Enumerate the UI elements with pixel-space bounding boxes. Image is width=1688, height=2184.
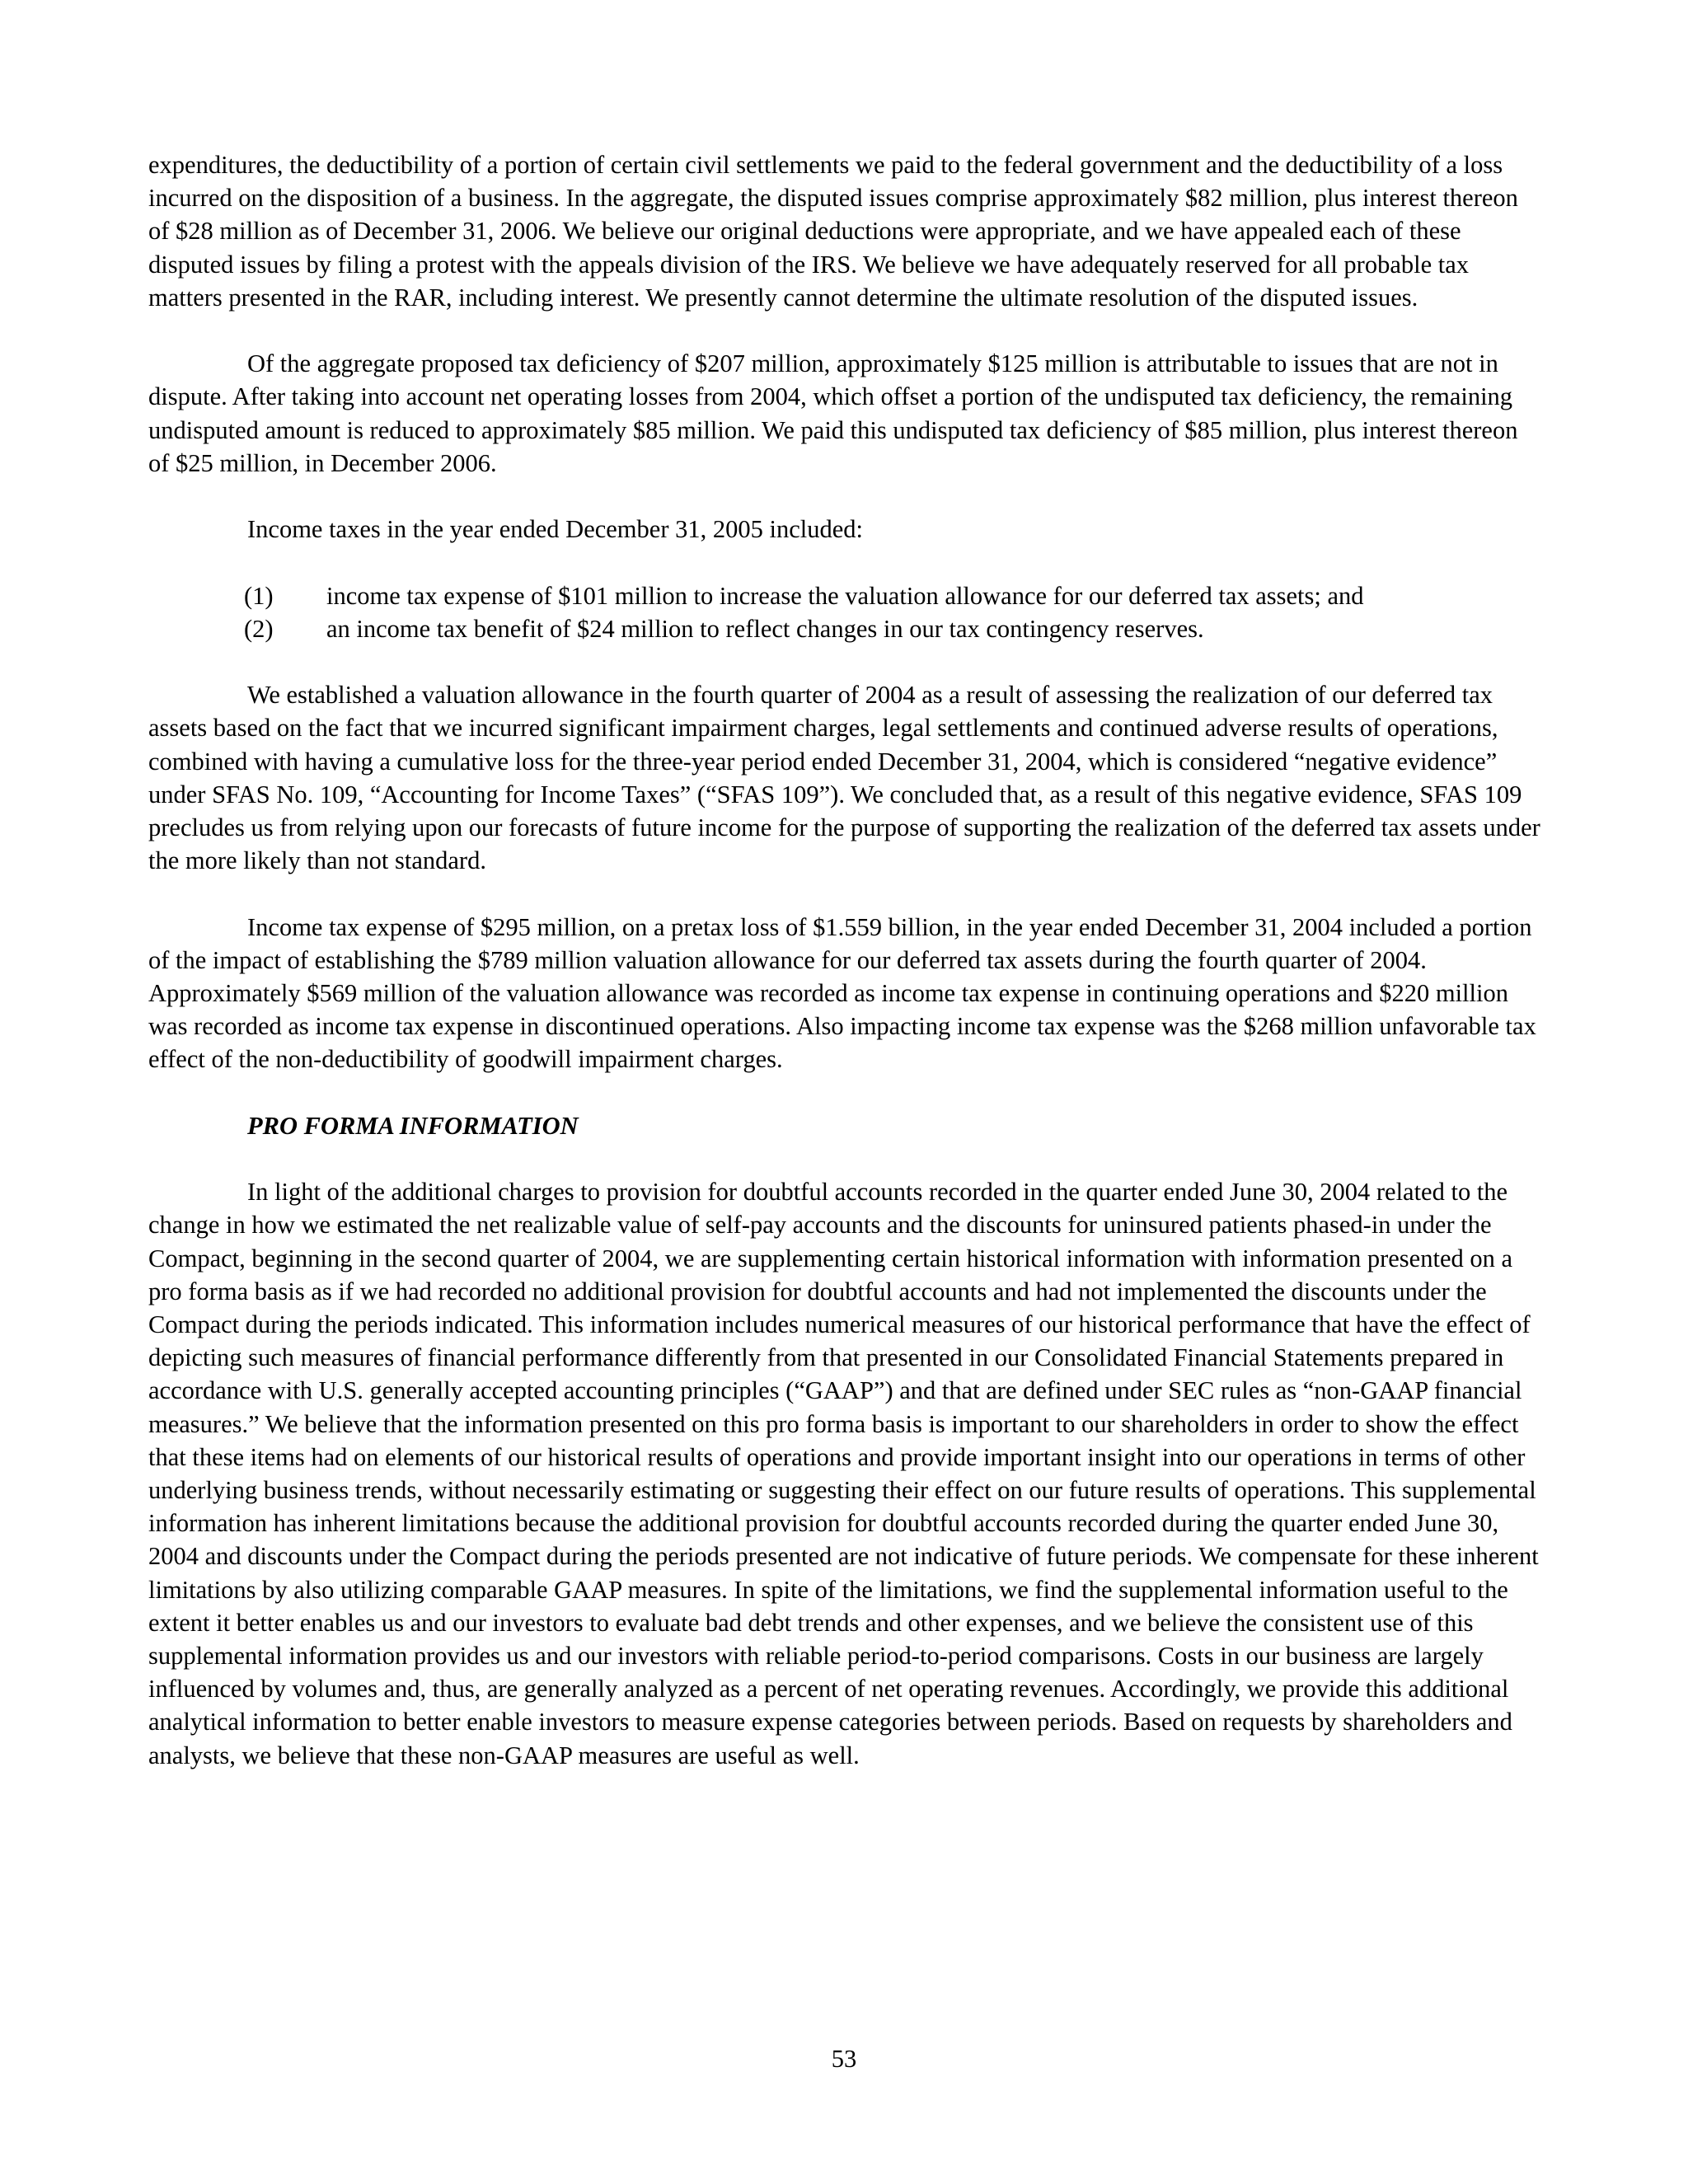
paragraph-income-tax-expense-2004: Income tax expense of $295 million, on a pretax loss of $1.559 billion, in the year ended December 31, 2004 included a portion of the impact of establishing the $789 million valuation allowance for our deferred tax assets during the fourth quarter of 2004. Approximately $569 million of the valuation allowance was recorded as income tax expense in continuing operations and $220 million was recorded as income tax expense in discontinued operations. Also impacting income tax expense was the $268 million unfavorable tax effect of the non-deductibility of goodwill impairment charges. (148, 912, 1536, 1074)
paragraph-valuation-allowance: We established a valuation allowance in the fourth quarter of 2004 as a result of assessing the realization of our deferred tax assets based on the fact that we incurred significant impairment charges, legal settlements and continued adverse results of operations, combined with having a cumulative loss for the three-year period ended December 31, 2004, which is considered “negative evidence” under SFAS No. 109, “Accounting for Income Taxes” (“SFAS 109”). We concluded that, as a result of this negative evidence, SFAS 109 precludes us from relying upon our forecasts of future income for the purpose of supporting the realization of the deferred tax assets under the more likely than not standard. (148, 681, 1540, 875)
list-item (148, 612, 1541, 645)
section-heading-pro-forma: PRO FORMA INFORMATION (247, 1111, 579, 1140)
paragraph-tax-deficiency: Of the aggregate proposed tax deficiency of $207 million, approximately $125 million is attributable to issues that are not in dispute. After taking into account net operating losses from 2004, which offset a portion of the undisputed tax deficiency, the remaining undisputed amount is reduced to approximately $85 million. We paid this undisputed tax deficiency of $85 million, plus interest thereon of $25 million, in December 2006. (148, 349, 1518, 477)
income-taxes-list (148, 579, 1541, 645)
document-body (148, 148, 1541, 1805)
list-item-text: an income tax benefit of $24 million to reflect changes in our tax contingency reserves. (326, 614, 1204, 643)
paragraph-income-taxes-2005: Income taxes in the year ended December 31, 2005 included: (247, 515, 863, 544)
list-item-number: (1) (244, 581, 274, 610)
paragraph-pro-forma-information: In light of the additional charges to provision for doubtful accounts recorded in the quarter ended June 30, 2004 related to the change in how we estimated the net realizable value of self-pay accounts and the discounts for uninsured patients phased-in under the Compact, beginning in the second quarter of 2004, we are supplementing certain historical information with information presented on a pro forma basis as if we had recorded no additional provision for doubtful accounts and had not implemented the discounts under the Compact during the periods indicated. This information includes numerical measures of our historical performance that have the effect of depicting such measures of financial performance differently from that presented in our Consolidated Financial Statements prepared in accordance with U.S. generally accepted accounting principles (“GAAP”) and that are defined under SEC rules as “non-GAAP financial measures.” We believe that the information presented on this pro forma basis is important to our shareholders in order to show the effect that these items had on elements of our historical results of operations and provide important insight into our operations in terms of other underlying business trends, without necessarily estimating or suggesting their effect on our future results of operations. This supplemental information has inherent limitations because the additional provision for doubtful accounts recorded during the quarter ended June 30, 2004 and discounts under the Compact during the periods presented are not indicative of future periods. We compensate for these inherent limitations by also utilizing comparable GAAP measures. In spite of the limitations, we find the supplemental information useful to the extent it better enables us and our investors to evaluate bad debt trends and other expenses, and we believe the consistent use of this supplemental information provides us and our investors with reliable period-to-period comparisons. Costs in our business are largely influenced by volumes and, thus, are generally analyzed as a percent of net operating revenues. Accordingly, we provide this additional analytical information to better enable investors to measure expense categories between periods. Based on requests by shareholders and analysts, we believe that these non-GAAP measures are useful as well. (148, 1178, 1539, 1769)
list-item (148, 579, 1541, 612)
list-item-number: (2) (244, 614, 274, 643)
paragraph-disputed-issues: expenditures, the deductibility of a portion of certain civil settlements we paid to the federal government and the deductibility of a loss incurred on the disposition of a business. In the aggregate, the disputed issues comprise approximately $82 million, plus interest thereon of $28 million as of December 31, 2006. We believe our original deductions were appropriate, and we have appealed each of these disputed issues by filing a protest with the appeals division of the IRS. We believe we have adequately reserved for all probable tax matters presented in the RAR, including interest. We presently cannot determine the ultimate resolution of the disputed issues. (148, 151, 1518, 312)
list-item-text: income tax expense of $101 million to increase the valuation allowance for our deferred tax assets; and (326, 581, 1364, 610)
page-number: 53 (831, 2045, 857, 2073)
